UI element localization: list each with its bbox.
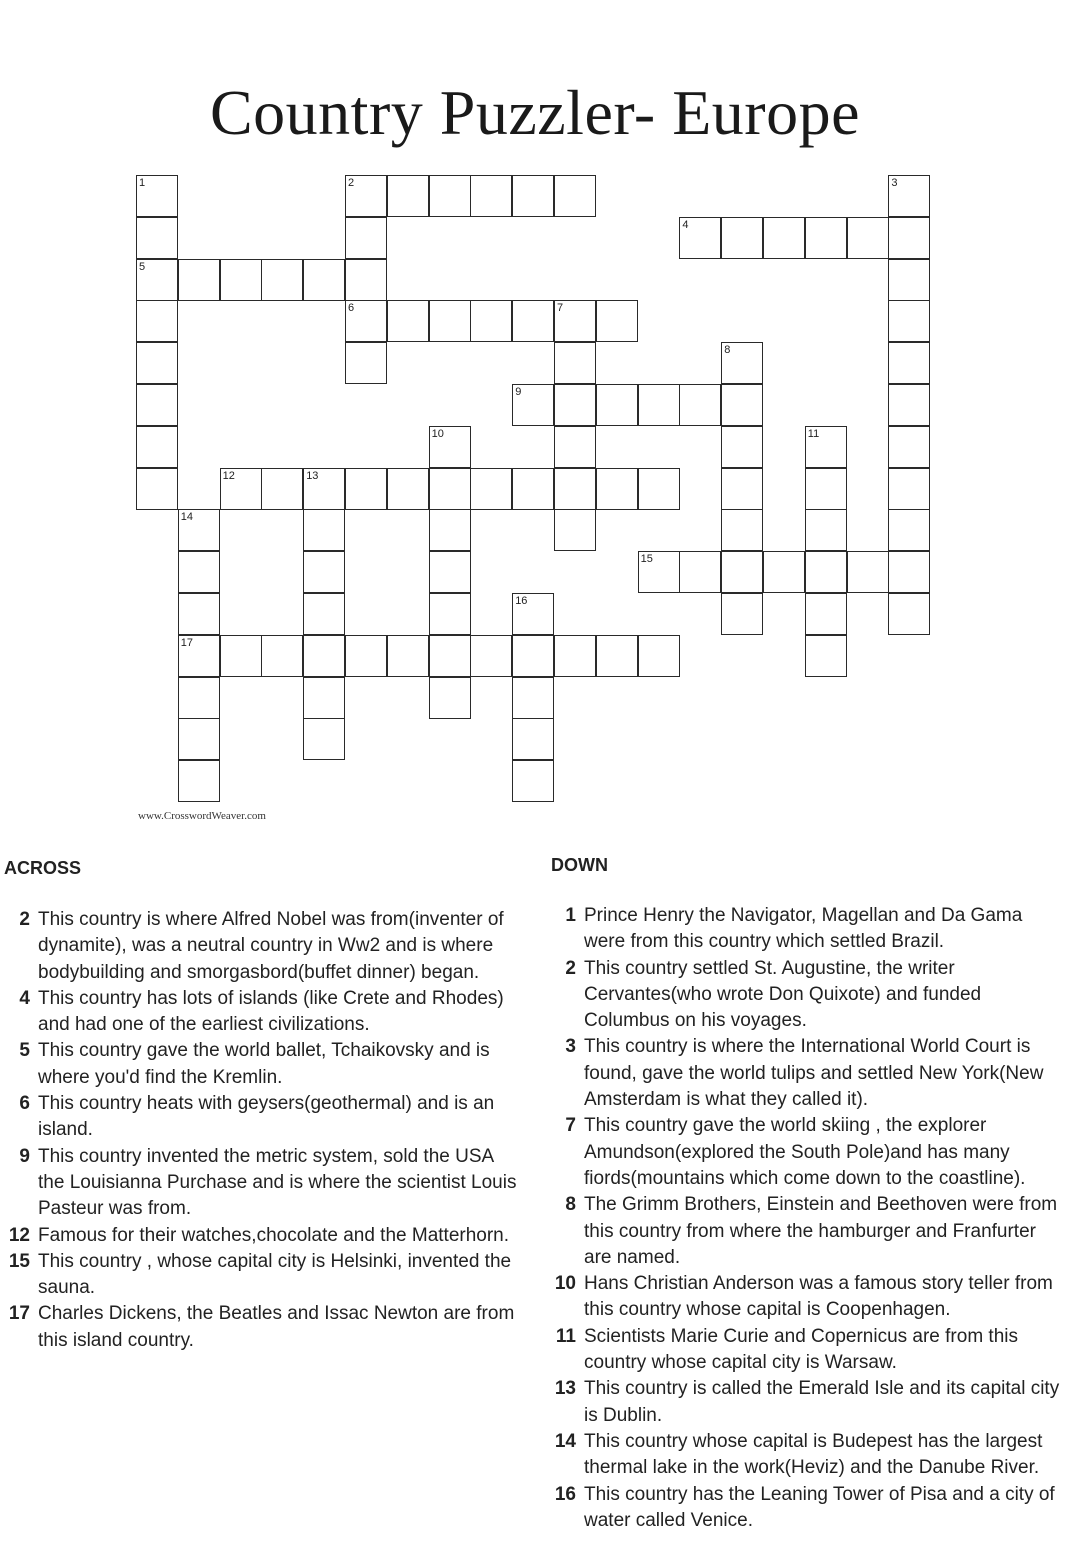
grid-cell[interactable] bbox=[178, 677, 220, 719]
grid-cell[interactable] bbox=[303, 677, 345, 719]
grid-cell[interactable] bbox=[888, 384, 930, 426]
across-clue-12 bbox=[4, 1223, 524, 1249]
grid-cell[interactable] bbox=[554, 468, 596, 510]
clue-text: This country whose capital is Budepest has the largest thermal lake in the work(Heviz) and the Danube River. bbox=[584, 1430, 1043, 1479]
clue-text: Scientists Marie Curie and Copernicus are from this country whose capital city is Warsaw. bbox=[584, 1325, 1019, 1374]
clue-number: 9 bbox=[19, 1145, 30, 1167]
grid-cell[interactable] bbox=[220, 259, 262, 301]
grid-cell[interactable] bbox=[303, 468, 345, 510]
grid-cell[interactable] bbox=[387, 635, 429, 677]
across-heading: ACROSS bbox=[4, 858, 82, 878]
cell-number: 7 bbox=[557, 302, 564, 315]
grid-cell[interactable] bbox=[178, 551, 220, 593]
grid-cell[interactable] bbox=[512, 384, 554, 426]
clue-number: 12 bbox=[8, 1224, 30, 1246]
grid-cell[interactable] bbox=[679, 384, 721, 426]
grid-cell[interactable] bbox=[721, 593, 763, 635]
grid-cell[interactable] bbox=[512, 468, 554, 510]
down-clue-16 bbox=[550, 1482, 1068, 1535]
grid-cell[interactable] bbox=[303, 718, 345, 760]
grid-cell[interactable] bbox=[429, 677, 471, 719]
grid-cell[interactable] bbox=[805, 593, 847, 635]
grid-cell[interactable] bbox=[805, 551, 847, 593]
grid-cell[interactable] bbox=[136, 426, 178, 468]
grid-cell[interactable] bbox=[136, 468, 178, 510]
grid-cell[interactable] bbox=[888, 426, 930, 468]
grid-cell[interactable] bbox=[387, 175, 429, 217]
cell-number: 2 bbox=[348, 177, 355, 189]
grid-cell[interactable] bbox=[136, 342, 178, 384]
down-clue-3 bbox=[550, 1034, 1068, 1113]
grid-cell[interactable] bbox=[178, 760, 220, 802]
grid-cell[interactable] bbox=[512, 175, 554, 217]
grid-cell[interactable] bbox=[638, 551, 680, 593]
grid-cell[interactable] bbox=[888, 551, 930, 593]
across-clue-17 bbox=[4, 1301, 524, 1354]
down-clue-7 bbox=[550, 1113, 1068, 1192]
down-clue-8 bbox=[550, 1192, 1068, 1271]
clue-number: 15 bbox=[8, 1250, 30, 1272]
clue-number: 13 bbox=[554, 1378, 576, 1400]
clue-number: 16 bbox=[554, 1483, 576, 1505]
grid-cell[interactable] bbox=[470, 300, 512, 342]
clue-text: Prince Henry the Navigator, Magellan and Da Gama were from this country which settled Brazil. bbox=[584, 905, 1023, 953]
clue-number: 17 bbox=[8, 1303, 30, 1325]
grid-cell[interactable] bbox=[429, 300, 471, 342]
clue-number: 4 bbox=[19, 987, 30, 1009]
clue-text: Hans Christian Anderson was a famous story teller from this country whose capital is Coopenhagen. bbox=[584, 1273, 1053, 1321]
clue-number: 5 bbox=[19, 1040, 30, 1062]
grid-cell[interactable] bbox=[888, 593, 930, 635]
clue-text: This country gave the world skiing , the explorer Amundson(explored the South Pole)and has many fiords(mountains which come down to the coastline). bbox=[584, 1115, 1026, 1189]
grid-cell[interactable] bbox=[679, 217, 721, 259]
grid-cell[interactable] bbox=[178, 593, 220, 635]
grid-cell[interactable] bbox=[638, 384, 680, 426]
grid-cell[interactable] bbox=[721, 551, 763, 593]
grid-cell[interactable] bbox=[847, 551, 889, 593]
clue-number: 6 bbox=[19, 1093, 30, 1115]
grid-cell[interactable] bbox=[805, 217, 847, 259]
clue-text: This country is called the Emerald Isle and its capital city is Dublin. bbox=[584, 1378, 1060, 1426]
grid-cell[interactable] bbox=[847, 217, 889, 259]
grid-cell[interactable] bbox=[220, 635, 262, 677]
clue-text: This country heats with geysers(geothermal) and is an island. bbox=[38, 1093, 495, 1141]
grid-cell[interactable] bbox=[178, 509, 220, 551]
grid-cell[interactable] bbox=[429, 426, 471, 468]
grid-cell[interactable] bbox=[512, 593, 554, 635]
grid-cell[interactable] bbox=[387, 468, 429, 510]
down-clue-2 bbox=[550, 956, 1068, 1035]
grid-cell[interactable] bbox=[429, 635, 471, 677]
grid-cell[interactable] bbox=[136, 384, 178, 426]
across-clue-15 bbox=[4, 1249, 524, 1302]
grid-cell[interactable] bbox=[596, 384, 638, 426]
grid-cell[interactable] bbox=[136, 217, 178, 259]
grid-cell[interactable] bbox=[470, 468, 512, 510]
across-clue-4 bbox=[4, 986, 524, 1039]
grid-cell[interactable] bbox=[888, 342, 930, 384]
cell-number: 13 bbox=[306, 469, 319, 482]
clue-number: 3 bbox=[565, 1036, 576, 1058]
clue-number: 2 bbox=[19, 909, 30, 930]
grid-cell[interactable] bbox=[721, 509, 763, 551]
down-clue-list bbox=[550, 903, 1068, 1534]
clue-number: 2 bbox=[565, 957, 576, 979]
cell-number: 15 bbox=[640, 553, 653, 566]
grid-cell[interactable] bbox=[596, 468, 638, 510]
cell-number: 8 bbox=[724, 344, 731, 357]
clue-number: 10 bbox=[554, 1273, 576, 1295]
cell-number: 12 bbox=[222, 469, 235, 482]
grid-cell[interactable] bbox=[888, 217, 930, 259]
across-clue-list bbox=[4, 907, 524, 1354]
clue-text: This country has the Leaning Tower of Pisa and a city of water called Venice. bbox=[584, 1483, 1055, 1531]
grid-cell[interactable] bbox=[721, 217, 763, 259]
clue-text: This country has lots of islands (like Crete and Rhodes) and had one of the earliest civilizations. bbox=[38, 987, 504, 1036]
grid-cell[interactable] bbox=[512, 677, 554, 719]
grid-cell[interactable] bbox=[512, 760, 554, 802]
clue-number: 7 bbox=[565, 1115, 576, 1137]
grid-cell[interactable] bbox=[805, 509, 847, 551]
grid-cell[interactable] bbox=[429, 468, 471, 510]
grid-cell[interactable] bbox=[888, 175, 930, 217]
clue-number: 11 bbox=[555, 1325, 576, 1347]
grid-cell[interactable] bbox=[470, 635, 512, 677]
grid-cell[interactable] bbox=[805, 635, 847, 677]
grid-cell[interactable] bbox=[596, 635, 638, 677]
cell-number: 17 bbox=[180, 636, 194, 649]
grid-cell[interactable] bbox=[512, 718, 554, 760]
grid-cell[interactable] bbox=[721, 468, 763, 510]
grid-cell[interactable] bbox=[638, 635, 680, 677]
credit-text: www.CrosswordWeaver.com bbox=[138, 810, 266, 822]
grid-cell[interactable] bbox=[554, 300, 596, 342]
grid-cell[interactable] bbox=[303, 593, 345, 635]
grid-cell[interactable] bbox=[805, 468, 847, 510]
cell-number: 14 bbox=[180, 511, 194, 524]
grid-cell[interactable] bbox=[136, 175, 178, 217]
grid-cell[interactable] bbox=[888, 300, 930, 342]
grid-cell[interactable] bbox=[429, 551, 471, 593]
grid-cell[interactable] bbox=[554, 342, 596, 384]
grid-cell[interactable] bbox=[554, 509, 596, 551]
down-clue-14 bbox=[550, 1429, 1068, 1482]
across-clue-5 bbox=[4, 1038, 524, 1091]
down-clue-1 bbox=[550, 903, 1068, 956]
grid-cell[interactable] bbox=[429, 175, 471, 217]
grid-cell[interactable] bbox=[721, 426, 763, 468]
cell-number: 6 bbox=[348, 302, 355, 315]
clue-text: This country is where the International World Court is found, gave the world tulips and settled New York(New Amsterdam is what they called it). bbox=[584, 1036, 1044, 1111]
grid-cell[interactable] bbox=[136, 300, 178, 342]
grid-cell[interactable] bbox=[721, 384, 763, 426]
grid-cell[interactable] bbox=[554, 426, 596, 468]
grid-cell[interactable] bbox=[387, 300, 429, 342]
cell-number: 3 bbox=[891, 177, 898, 189]
grid-cell[interactable] bbox=[345, 217, 387, 259]
down-clue-13 bbox=[550, 1376, 1068, 1429]
grid-cell[interactable] bbox=[512, 300, 554, 342]
grid-cell[interactable] bbox=[679, 551, 721, 593]
cell-number: 5 bbox=[139, 260, 146, 273]
clue-text: This country invented the metric system, sold the USA the Louisianna Purchase and is where the scientist Louis Pasteur was from. bbox=[38, 1145, 517, 1220]
clue-text: This country is where Alfred Nobel was from(inventer of dynamite), was a neutral country in Ww2 and is where bodybuilding and smorgasbord(buffet dinner) began. bbox=[38, 909, 504, 983]
grid-cell[interactable] bbox=[261, 635, 303, 677]
grid-cell[interactable] bbox=[554, 635, 596, 677]
across-clue-6 bbox=[4, 1091, 524, 1144]
clue-number: 1 bbox=[565, 905, 576, 926]
grid-cell[interactable] bbox=[220, 468, 262, 510]
down-clue-10 bbox=[550, 1271, 1068, 1324]
grid-cell[interactable] bbox=[596, 300, 638, 342]
grid-cell[interactable] bbox=[554, 384, 596, 426]
grid-cell[interactable] bbox=[303, 635, 345, 677]
across-clue-2 bbox=[4, 907, 524, 986]
grid-cell[interactable] bbox=[345, 300, 387, 342]
clue-text: This country gave the world ballet, Tchaikovsky and is where you'd find the Kremlin. bbox=[38, 1040, 490, 1088]
clue-text: The Grimm Brothers, Einstein and Beethoven were from this country from where the hamburger and Franfurter are named. bbox=[584, 1194, 1058, 1268]
grid-cell[interactable] bbox=[345, 468, 387, 510]
grid-cell[interactable] bbox=[888, 509, 930, 551]
grid-cell[interactable] bbox=[178, 635, 220, 677]
down-clue-11 bbox=[550, 1324, 1068, 1377]
grid-cell[interactable] bbox=[178, 718, 220, 760]
grid-cell[interactable] bbox=[303, 509, 345, 551]
clue-text: This country , whose capital city is Helsinki, invented the sauna. bbox=[38, 1250, 512, 1299]
clue-text: Charles Dickens, the Beatles and Issac Newton are from this island country. bbox=[38, 1303, 515, 1351]
clue-text: Famous for their watches,chocolate and the Matterhorn. bbox=[38, 1224, 510, 1246]
cell-number: 16 bbox=[515, 595, 528, 607]
grid-cell[interactable] bbox=[261, 468, 303, 510]
grid-cell[interactable] bbox=[178, 259, 220, 301]
grid-cell[interactable] bbox=[429, 593, 471, 635]
down-heading: DOWN bbox=[551, 855, 608, 875]
clue-number: 8 bbox=[565, 1194, 576, 1216]
grid-cell[interactable] bbox=[888, 259, 930, 301]
clue-number: 14 bbox=[554, 1430, 576, 1452]
cell-number: 1 bbox=[139, 177, 146, 189]
cell-number: 11 bbox=[807, 427, 820, 440]
page-title: Country Puzzler- Europe bbox=[209, 77, 861, 148]
grid-cell[interactable] bbox=[763, 217, 805, 259]
clue-text: This country settled St. Augustine, the writer Cervantes(who wrote Don Quixote) and funded Columbus on his voyages. bbox=[584, 957, 982, 1032]
grid-cell[interactable] bbox=[303, 551, 345, 593]
grid-cell[interactable] bbox=[136, 259, 178, 301]
grid-cell[interactable] bbox=[888, 468, 930, 510]
grid-cell[interactable] bbox=[763, 551, 805, 593]
grid-cell[interactable] bbox=[805, 426, 847, 468]
grid-cell[interactable] bbox=[638, 468, 680, 510]
grid-cell[interactable] bbox=[345, 635, 387, 677]
grid-cell[interactable] bbox=[261, 259, 303, 301]
cell-number: 10 bbox=[431, 427, 444, 440]
grid-cell[interactable] bbox=[429, 509, 471, 551]
grid-cell[interactable] bbox=[721, 342, 763, 384]
grid-cell[interactable] bbox=[345, 259, 387, 301]
cell-number: 9 bbox=[515, 386, 522, 398]
grid-cell[interactable] bbox=[554, 175, 596, 217]
grid-cell[interactable] bbox=[512, 635, 554, 677]
grid-cell[interactable] bbox=[345, 342, 387, 384]
grid-cell[interactable] bbox=[470, 175, 512, 217]
grid-cell[interactable] bbox=[303, 259, 345, 301]
grid-cell[interactable] bbox=[345, 175, 387, 217]
across-clue-9 bbox=[4, 1144, 524, 1223]
cell-number: 4 bbox=[682, 218, 689, 231]
